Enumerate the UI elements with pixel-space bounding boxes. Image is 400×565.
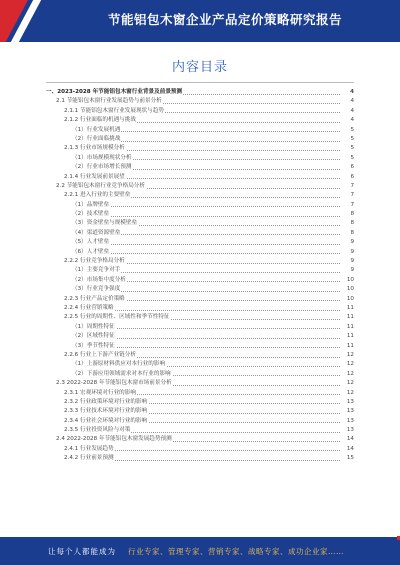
footer-banner xyxy=(0,537,400,565)
toc-entry-page: 12 xyxy=(346,370,354,377)
toc-entry-text: （2）行业市场增长预测 xyxy=(72,163,133,172)
toc-entry-text: （2）行业面临挑战 xyxy=(72,135,121,144)
toc-entry-text: （1）上游原材料供应对本行业的影响 xyxy=(72,360,166,369)
toc-entry[interactable] xyxy=(0,182,400,191)
toc-entry[interactable] xyxy=(0,201,400,210)
toc-entry-page: 9 xyxy=(350,239,354,246)
toc-entry[interactable] xyxy=(0,257,400,266)
toc-entry-text: （6）人才壁垒 xyxy=(72,248,110,257)
toc-entry-text: （2）技术壁垒 xyxy=(72,210,110,219)
report-header-banner xyxy=(0,0,400,42)
toc-entry[interactable] xyxy=(0,116,400,125)
toc-entry-text: 2.2.1 进入行业的主要壁垒 xyxy=(64,191,131,200)
toc-entry-page: 10 xyxy=(346,295,354,302)
toc-entry-page: 7 xyxy=(350,201,354,208)
toc-entry-page: 12 xyxy=(346,380,354,387)
toc-entry-page: 13 xyxy=(346,417,354,424)
toc-entry-text: 2.1.2 行业面临的机遇与挑战 xyxy=(64,116,137,125)
toc-divider xyxy=(46,82,354,83)
toc-entry-text: 2.3.4 行业社会环境对行业的影响 xyxy=(64,417,148,426)
toc-entry-text: 2.2.2 行业竞争格局分析 xyxy=(64,257,126,266)
toc-entry[interactable] xyxy=(0,426,400,435)
toc-entry[interactable] xyxy=(0,97,400,106)
toc-entry-text: 2.4 2022-2028 年节能铝包木窗发展趋势预测 xyxy=(56,435,173,444)
toc-entry[interactable] xyxy=(0,210,400,219)
toc-leader-dots xyxy=(72,238,340,245)
toc-entry[interactable] xyxy=(0,154,400,163)
toc-entry-page: 9 xyxy=(350,267,354,274)
toc-entry-page: 7 xyxy=(350,182,354,189)
toc-entry-text: 2.1.1 节能铝包木窗行业发展现状与趋势 xyxy=(64,107,165,116)
toc-entry-page: 8 xyxy=(350,211,354,218)
toc-entry-page: 8 xyxy=(350,220,354,227)
toc-entry-text: 2.2.6 行业上下游产业链分析 xyxy=(64,351,137,360)
toc-entry-page: 13 xyxy=(346,408,354,415)
toc-entry[interactable] xyxy=(0,248,400,257)
toc-entry-page: 4 xyxy=(350,98,354,105)
toc-heading: 内容目录 xyxy=(171,60,228,75)
toc-entry-page: 11 xyxy=(346,323,354,330)
toc-entry[interactable] xyxy=(0,313,400,322)
footer-roles: 行业专家、管理专家、营销专家、战略专家、成功企业家…… xyxy=(128,547,344,556)
toc-entry-page: 6 xyxy=(350,164,354,171)
toc-entry-page: 4 xyxy=(350,89,354,95)
toc-entry-text: 2.3 2022-2028 年节能铝包木窗市场前景分析 xyxy=(56,379,173,388)
toc-entry-text: 2.3.3 行业技术环境对行业的影响 xyxy=(64,407,148,416)
toc-entry-page: 11 xyxy=(346,333,354,340)
toc-entry-text: 2.2 节能铝包木窗行业竞争格局分析 xyxy=(56,182,146,191)
toc-entry[interactable] xyxy=(0,285,400,294)
toc-entry[interactable] xyxy=(0,304,400,313)
toc-entry[interactable] xyxy=(0,342,400,351)
toc-entry-page: 12 xyxy=(346,389,354,396)
toc-entry[interactable] xyxy=(0,163,400,172)
toc-entry-text: （1）行业发展机遇 xyxy=(72,126,121,135)
toc-entry-page: 11 xyxy=(346,304,354,311)
toc-entry[interactable] xyxy=(0,370,400,379)
toc-entry[interactable] xyxy=(0,417,400,426)
toc-entry-page: 12 xyxy=(346,351,354,358)
toc-entry-page: 10 xyxy=(346,286,354,293)
toc-entry[interactable] xyxy=(0,107,400,116)
toc-entry-text: 2.1.4 行业发展前景展望 xyxy=(64,173,126,182)
toc-entry-page: 8 xyxy=(350,229,354,236)
toc-entry[interactable] xyxy=(0,276,400,285)
toc-entry[interactable] xyxy=(0,144,400,153)
toc-leader-dots xyxy=(72,210,340,217)
toc-entry[interactable] xyxy=(0,351,400,360)
toc-entry-text: （3）行业竞争强度 xyxy=(72,285,121,294)
toc-entry-page: 15 xyxy=(346,455,354,462)
toc-entry-text: 2.3.5 行业投资风险与对策 xyxy=(64,426,131,435)
toc-entry-page: 13 xyxy=(346,398,354,405)
toc-entry-page: 5 xyxy=(350,135,354,142)
toc-entry-page: 4 xyxy=(350,107,354,114)
toc-entry[interactable] xyxy=(0,323,400,332)
toc-entry-text: （2）市场集中度分析 xyxy=(72,276,127,285)
footer-slogan: 让每个人都能成为 xyxy=(48,547,116,556)
toc-entry-page: 9 xyxy=(350,258,354,265)
toc-entry-text: （3）季节性特征 xyxy=(72,342,116,351)
toc-leader-dots xyxy=(72,201,340,208)
toc-entry[interactable] xyxy=(0,454,400,463)
toc-entry-text: （2）下游应用领域需求对本行业的影响 xyxy=(72,370,172,379)
toc-entry-text: 2.4.1 行业发展趋势 xyxy=(64,445,115,454)
toc-entry[interactable] xyxy=(0,135,400,144)
toc-entry-page: 7 xyxy=(350,192,354,199)
toc-entry-text: （2）区域性特征 xyxy=(72,332,116,341)
report-title: 节能铝包木窗企业产品定价策略研究报告 xyxy=(107,12,342,27)
toc-entry[interactable] xyxy=(0,407,400,416)
toc-entry[interactable] xyxy=(0,88,400,97)
toc-entry[interactable] xyxy=(0,295,400,304)
toc-entry-page: 10 xyxy=(346,276,354,283)
toc-entry-text: 2.1 节能铝包木窗行业发展趋势与前景分析 xyxy=(56,97,163,106)
toc-entry[interactable] xyxy=(0,219,400,228)
toc-entry-page: 5 xyxy=(350,126,354,133)
toc-entry-text: （1）周期性特征 xyxy=(72,323,116,332)
toc-leader-dots xyxy=(72,248,340,255)
toc-entry-text: （5）人才壁垒 xyxy=(72,238,110,247)
toc-entry-text: 2.3.2 行业政策环境对行业的影响 xyxy=(64,398,148,407)
toc-entry-page: 11 xyxy=(346,342,354,349)
toc-entry-text: （1）主要竞争对手 xyxy=(72,266,121,275)
toc-entry[interactable] xyxy=(0,126,400,135)
toc-entry[interactable] xyxy=(0,173,400,182)
toc-entry[interactable] xyxy=(0,191,400,200)
toc-entry-page: 14 xyxy=(346,436,354,443)
toc-entry-text: 2.1.3 行业市场规模分析 xyxy=(64,144,126,153)
toc-entry[interactable] xyxy=(0,229,400,238)
toc-entry-text: 2.2.3 行业产品定价策略 xyxy=(64,295,126,304)
toc-entry[interactable] xyxy=(0,435,400,444)
toc-entry-text: （1）市场规模现状分析 xyxy=(72,154,133,163)
toc-entry-text: （4）渠道资源壁垒 xyxy=(72,229,121,238)
toc-entry-text: 2.3.1 宏观环境对行业的影响 xyxy=(64,389,137,398)
toc-entry-text: 2.2.4 行业营销策略 xyxy=(64,304,115,313)
toc-entry[interactable] xyxy=(0,266,400,275)
toc-entry-page: 9 xyxy=(350,248,354,255)
toc-entry-text: （1）品牌壁垒 xyxy=(72,201,110,210)
toc-entry-text: （3）资金壁垒与规模壁垒 xyxy=(72,219,138,228)
toc-entry-page: 4 xyxy=(350,117,354,124)
toc-entry-text: 2.2.5 行业的周期性、区域性和季节性特征 xyxy=(64,313,171,322)
toc-entry-text: 2.4.2 行业前景预测 xyxy=(64,454,115,463)
toc-entry-page: 14 xyxy=(346,445,354,452)
toc-entry-text: 一、2023-2028 年节能铝包木窗行业背景及前景预测 xyxy=(46,88,183,97)
toc-entry-page: 6 xyxy=(350,173,354,180)
toc-entry-page: 5 xyxy=(350,145,354,152)
toc-entry[interactable] xyxy=(0,445,400,454)
toc-entry[interactable] xyxy=(0,398,400,407)
toc-entry-page: 11 xyxy=(346,314,354,321)
toc-entry[interactable] xyxy=(0,360,400,369)
toc-entry[interactable] xyxy=(0,238,400,247)
toc-entry-page: 13 xyxy=(346,427,354,434)
toc-entry[interactable] xyxy=(0,379,400,388)
toc-entry-page: 12 xyxy=(346,361,354,368)
toc-entry[interactable] xyxy=(0,332,400,341)
toc-entry[interactable] xyxy=(0,389,400,398)
table-of-contents xyxy=(0,88,400,464)
toc-entry-page: 5 xyxy=(350,154,354,161)
